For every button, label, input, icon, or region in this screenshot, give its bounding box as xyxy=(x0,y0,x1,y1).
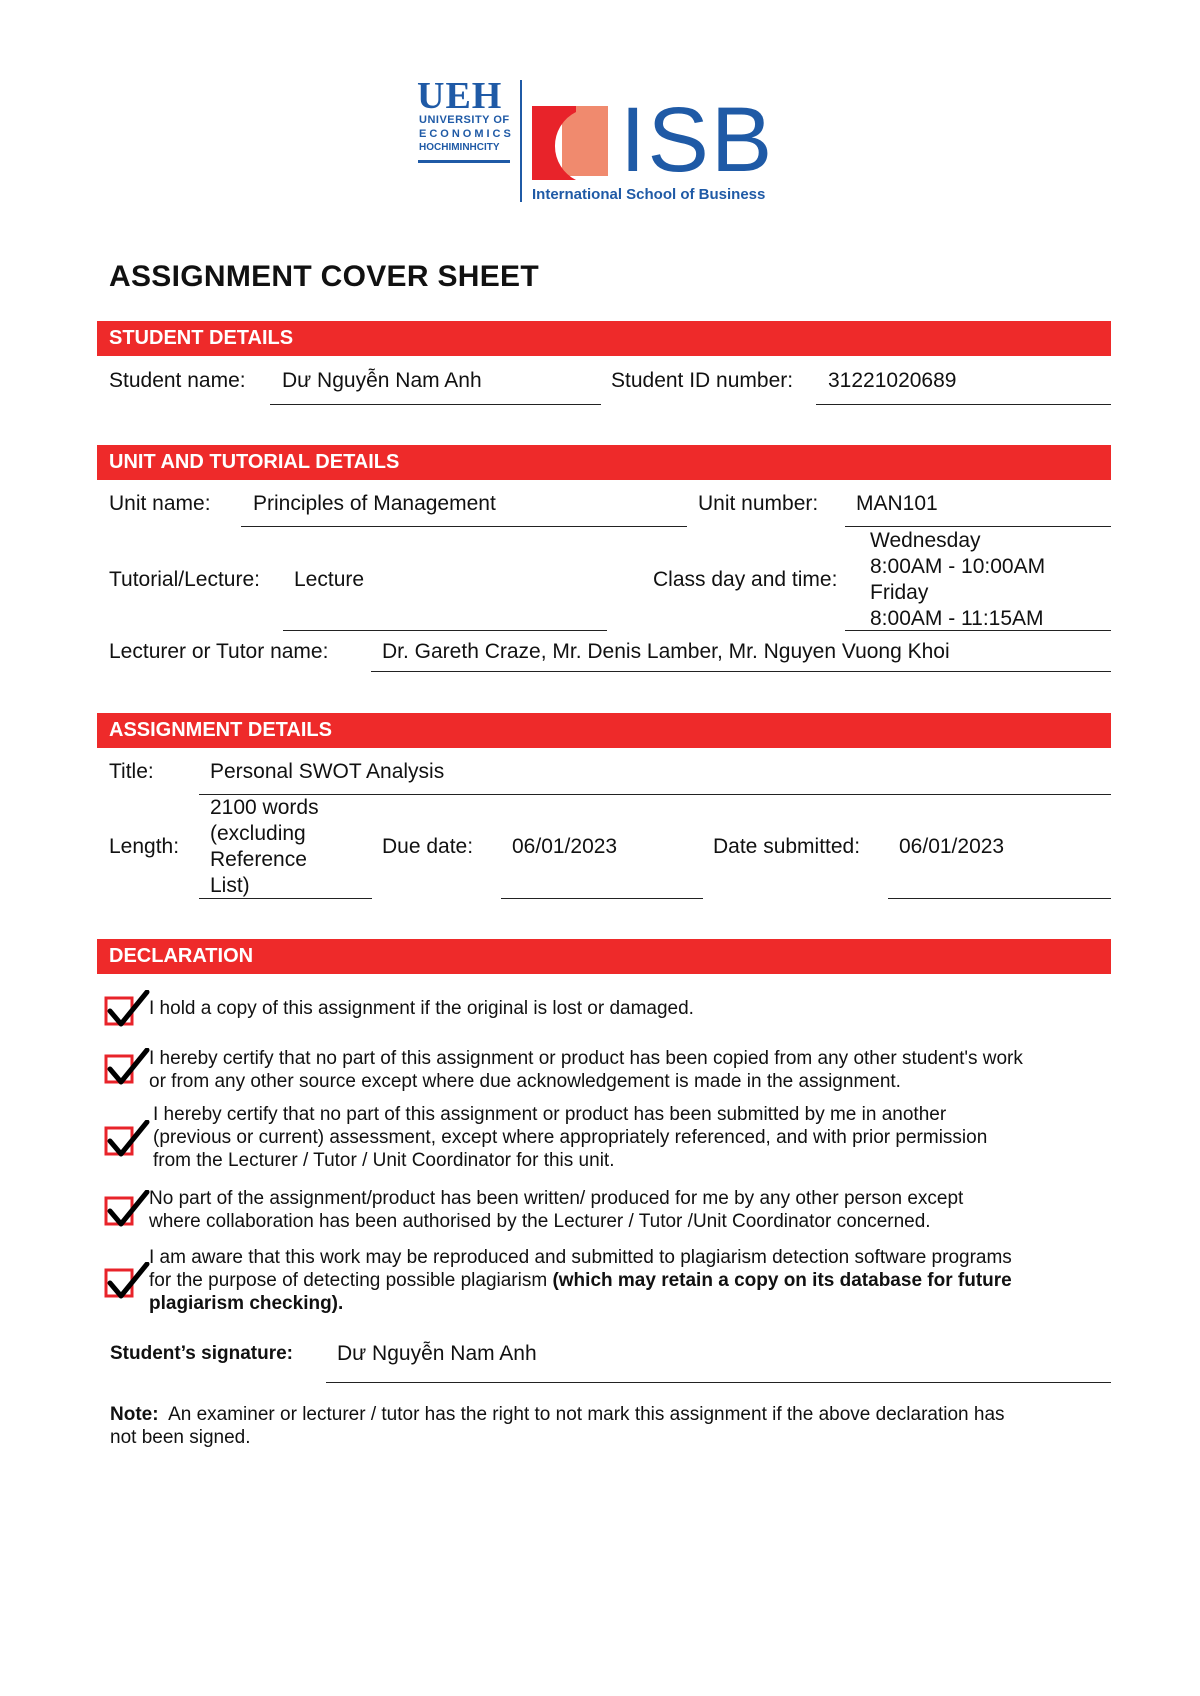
unit-name-label: Unit name: xyxy=(109,492,211,515)
length-underline xyxy=(199,898,372,899)
declaration-line: from the Lecturer / Tutor / Unit Coordinator for this unit. xyxy=(153,1150,615,1171)
declaration-line xyxy=(149,1269,1012,1292)
declaration-line: No part of the assignment/product has been written/ produced for me by any other person except xyxy=(149,1188,964,1209)
title-underline xyxy=(199,794,1111,795)
unit-number-field[interactable]: MAN101 xyxy=(856,492,938,515)
declaration-line: or from any other source except where due acknowledgement is made in the assignment. xyxy=(149,1071,901,1092)
class-time-label: Class day and time: xyxy=(653,568,838,591)
isb-subtitle: International School of Business xyxy=(532,186,766,203)
declaration-checkbox[interactable] xyxy=(104,1262,150,1302)
ueh-underline xyxy=(418,160,510,163)
submitted-field[interactable]: 06/01/2023 xyxy=(899,835,1005,858)
declaration-line: I hold a copy of this assignment if the original is lost or damaged. xyxy=(149,998,694,1019)
declaration-line: where collaboration has been authorised by the Lecturer / Tutor /Unit Coordinator concerned. xyxy=(149,1211,931,1232)
student-name-field[interactable]: Dư Nguyễn Nam Anh xyxy=(282,369,482,392)
declaration-text xyxy=(149,1187,963,1233)
declaration-bold-text: (which may retain a copy on its database for future xyxy=(552,1270,1012,1291)
unit-number-label: Unit number: xyxy=(698,492,819,515)
logo-divider xyxy=(520,80,522,202)
lecturer-field[interactable]: Dr. Gareth Craze, Mr. Denis Lamber, Mr. Nguyen Vuong Khoi xyxy=(382,640,950,663)
unit-details-header: UNIT AND TUTORIAL DETAILS xyxy=(97,445,1111,480)
declaration-checkbox[interactable] xyxy=(104,1120,150,1160)
unit-name-field[interactable]: Principles of Management xyxy=(253,492,496,515)
declaration-line: I hereby certify that no part of this assignment or product has been copied from any other student's work xyxy=(149,1048,1023,1069)
isb-mark xyxy=(532,106,612,180)
declaration-line: I am aware that this work may be reproduced and submitted to plagiarism detection software programs xyxy=(149,1247,1012,1268)
isb-wordmark: ISB xyxy=(620,89,775,191)
signature-underline xyxy=(326,1382,1111,1383)
due-date-field[interactable]: 06/01/2023 xyxy=(512,835,618,858)
declaration-bold-text: plagiarism checking). xyxy=(149,1293,344,1314)
student-id-label: Student ID number: xyxy=(611,369,794,392)
note-line xyxy=(110,1403,1110,1426)
declaration-header: DECLARATION xyxy=(97,939,1111,974)
declaration-checkbox[interactable] xyxy=(104,1190,150,1230)
declaration-text xyxy=(153,1103,987,1172)
ueh-wordmark: UEH xyxy=(417,75,503,117)
lecturer-label: Lecturer or Tutor name: xyxy=(109,640,329,663)
submitted-label: Date submitted: xyxy=(713,835,861,858)
note-text: An examiner or lecturer / tutor has the right to not mark this assignment if the above declaration has xyxy=(168,1404,1005,1425)
declaration-text xyxy=(149,1047,1023,1093)
declaration-text xyxy=(149,997,694,1020)
signature-field[interactable]: Dư Nguyễn Nam Anh xyxy=(337,1342,537,1365)
length-line: List) xyxy=(210,874,250,897)
title-field[interactable]: Personal SWOT Analysis xyxy=(210,760,445,783)
length-field[interactable] xyxy=(210,795,319,899)
title-label: Title: xyxy=(109,760,154,783)
lecturer-underline xyxy=(371,671,1111,672)
class-time-line: Friday xyxy=(870,581,929,604)
tutorial-field[interactable]: Lecture xyxy=(294,568,365,591)
unit-number-underline xyxy=(845,526,1111,527)
class-time-underline xyxy=(845,630,1111,631)
length-line: Reference xyxy=(210,848,307,871)
due-date-label: Due date: xyxy=(382,835,474,858)
ueh-line1: UNIVERSITY OF xyxy=(419,114,510,126)
class-time-field[interactable] xyxy=(870,528,1045,632)
due-date-underline xyxy=(501,898,703,899)
unit-name-underline xyxy=(241,526,687,527)
ueh-line3: HOCHIMINHCITY xyxy=(419,142,500,153)
declaration-line-text: for the purpose of detecting possible plagiarism xyxy=(149,1270,553,1291)
class-time-line: 8:00AM - 10:00AM xyxy=(870,555,1046,578)
tutorial-underline xyxy=(283,630,607,631)
student-id-underline xyxy=(816,404,1111,405)
assignment-details-header: ASSIGNMENT DETAILS xyxy=(97,713,1111,748)
declaration-checkbox[interactable] xyxy=(104,1048,150,1088)
declaration-text xyxy=(149,1246,1012,1315)
student-name-label: Student name: xyxy=(109,369,246,392)
note-label: Note: xyxy=(110,1404,159,1425)
student-id-field[interactable]: 31221020689 xyxy=(828,369,957,392)
declaration-line: I hereby certify that no part of this assignment or product has been submitted by me in another xyxy=(153,1104,947,1125)
ueh-line2: ECONOMICS xyxy=(419,128,514,140)
note-line: not been signed. xyxy=(110,1427,251,1448)
page-title: ASSIGNMENT COVER SHEET xyxy=(109,260,539,293)
declaration-line xyxy=(149,1292,1012,1315)
class-time-line: 8:00AM - 11:15AM xyxy=(870,607,1044,630)
student-name-underline xyxy=(270,404,601,405)
length-label: Length: xyxy=(109,835,180,858)
length-line: 2100 words xyxy=(210,796,319,819)
submitted-underline xyxy=(888,898,1111,899)
length-line: (excluding xyxy=(210,822,306,845)
declaration-line: (previous or current) assessment, except where appropriately referenced, and with prior permission xyxy=(153,1127,988,1148)
student-details-header: STUDENT DETAILS xyxy=(97,321,1111,356)
class-time-line: Wednesday xyxy=(870,529,981,552)
tutorial-label: Tutorial/Lecture: xyxy=(109,568,260,591)
declaration-checkbox[interactable] xyxy=(104,990,150,1030)
signature-label: Student’s signature: xyxy=(110,1343,293,1364)
note xyxy=(110,1403,1110,1449)
